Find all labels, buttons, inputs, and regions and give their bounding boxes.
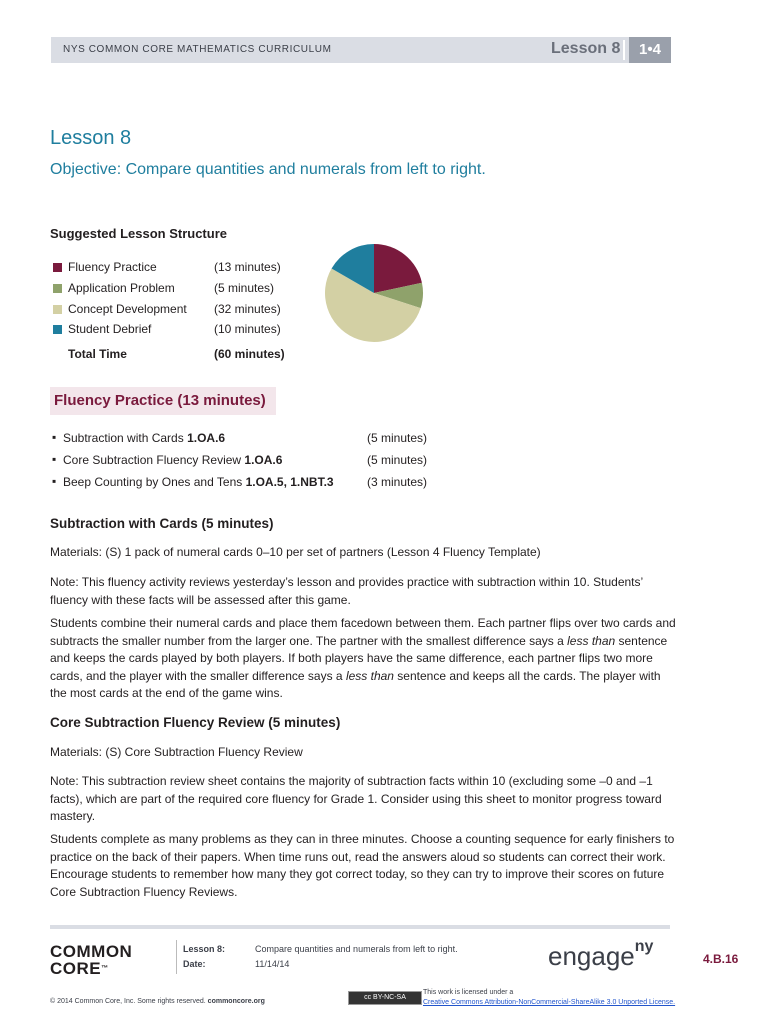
footer-lesson-value: Compare quantities and numerals from left to right. (255, 944, 458, 954)
license-text: This work is licensed under a (423, 989, 514, 996)
legend-swatch-fluency (53, 263, 62, 272)
bullet-icon: ▪ (52, 474, 57, 488)
list-item-time: (5 minutes) (367, 431, 428, 445)
structure-item-label: Student Debrief (68, 322, 152, 336)
list-item-time: (5 minutes) (367, 453, 428, 467)
note-text: Note: This subtraction review sheet contains the majority of subtraction facts within 10 (excluding some –0 and –1 facts), which are part of the required core fluency for Grade 1. Consider using this sheet to monitor progress toward mastery. (50, 774, 662, 823)
license-link[interactable]: Creative Commons Attribution-NonCommercial-ShareAlike 3.0 Unported License. (423, 999, 676, 1006)
cc-license-icon: cc BY-NC-SA (348, 991, 422, 1005)
structure-item-label: Application Problem (68, 281, 175, 295)
section-heading-core-review: Core Subtraction Fluency Review (5 minutes) (50, 715, 341, 730)
legend-swatch-application (53, 284, 62, 293)
total-time-value: (60 minutes) (214, 347, 285, 361)
instructions-paragraph: Students complete as many problems as they can in three minutes. Choose a counting sequence for early finishers to practice on the back of their papers. When time runs out, read the answers aloud so students can correct their work. Encourage students to remember how many they got correct today, so they can try to improve their scores on future Core Subtraction Fluency Reviews. (50, 832, 675, 899)
list-item-time: (3 minutes) (367, 475, 428, 489)
structure-item-time: (32 minutes) (214, 302, 281, 316)
materials-text: Materials: (S) 1 pack of numeral cards 0–10 per set of partners (Lesson 4 Fluency Template) (50, 545, 541, 559)
total-time-label: Total Time (68, 347, 127, 361)
curriculum-title: NYS COMMON CORE MATHEMATICS CURRICULUM (63, 44, 332, 55)
module-badge: 1•4 (629, 37, 671, 63)
section-heading-subtraction-cards: Subtraction with Cards (5 minutes) (50, 516, 274, 531)
list-item: Core Subtraction Fluency Review 1.OA.6 (63, 453, 283, 467)
structure-heading: Suggested Lesson Structure (50, 226, 227, 241)
footer-date-value: 11/14/14 (255, 959, 290, 969)
common-core-logo: COMMON CORE™ (50, 942, 133, 978)
fluency-practice-heading-box (50, 387, 276, 415)
header-lesson: Lesson 8 (551, 40, 621, 57)
bullet-icon: ▪ (52, 430, 57, 444)
objective: Objective: Compare quantities and numerals from left to right. (50, 161, 486, 178)
structure-item-label: Concept Development (68, 302, 187, 316)
note-text: Note: This fluency activity reviews yesterday’s lesson and provides practice with subtraction within 10. Students’ fluency with these facts will be assessed after this game. (50, 575, 643, 607)
header-divider (623, 40, 625, 60)
lesson-structure-pie-chart (324, 242, 424, 344)
structure-item-time: (5 minutes) (214, 281, 275, 295)
instructions-paragraph: Students combine their numeral cards and place them facedown between them. Each partner flips over two cards and subtracts the smaller number from the larger one. The partner with the smallest difference says a less than sentence and keeps the cards played by both players. If both players have the same difference, each partner flips two more cards, and the player with the smaller difference says a less than sentence and keeps all the cards. The player with the most cards at the end of the game wins. (50, 616, 676, 700)
legend-swatch-concept (53, 305, 62, 314)
fluency-practice-heading: Fluency Practice (13 minutes) (54, 392, 266, 409)
list-item: Beep Counting by Ones and Tens 1.OA.5, 1.NBT.3 (63, 475, 334, 489)
header-bar (51, 37, 671, 63)
footer-date-label: Date: (183, 959, 206, 969)
footer-divider-vertical (176, 940, 177, 974)
legend-swatch-debrief (53, 325, 62, 334)
page-number: 4.B.16 (703, 952, 739, 966)
engageny-logo: engage$^{ny}$ (548, 938, 654, 971)
copyright: © 2014 Common Core, Inc. Some rights reserved. commoncore.org (50, 998, 265, 1005)
bullet-icon: ▪ (52, 452, 57, 466)
footer-lesson-label: Lesson 8: (183, 944, 226, 954)
page-title: Lesson 8 (50, 127, 132, 149)
materials-text: Materials: (S) Core Subtraction Fluency Review (50, 745, 303, 759)
list-item: Subtraction with Cards 1.OA.6 (63, 431, 226, 445)
structure-item-label: Fluency Practice (68, 260, 157, 274)
structure-item-time: (13 minutes) (214, 260, 281, 274)
footer-divider (50, 925, 670, 929)
structure-item-time: (10 minutes) (214, 322, 281, 336)
